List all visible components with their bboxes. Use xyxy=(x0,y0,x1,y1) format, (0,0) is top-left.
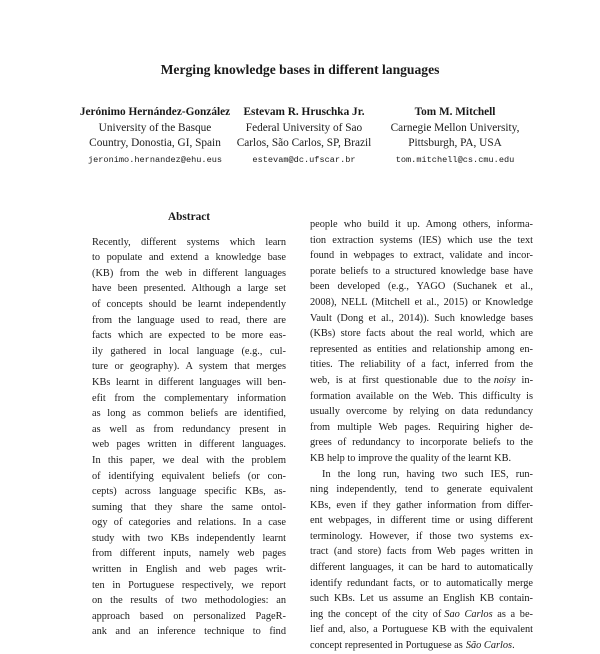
text-line-content: web pages written in different languages. xyxy=(92,439,286,451)
text-line xyxy=(310,498,533,514)
text-line-content: such KBs. Let us assume an English KB contain- xyxy=(310,593,533,605)
emphasis-city-pt: São Carlos xyxy=(465,640,513,652)
text-line xyxy=(92,609,286,625)
text-line-content: porate beliefs to a structured knowledge base have xyxy=(310,265,533,277)
text-line xyxy=(92,359,286,375)
paper-title: Merging knowledge bases in different languages xyxy=(160,62,440,77)
text-line xyxy=(310,389,533,405)
author-email[interactable]: estevam@dc.ufscar.br xyxy=(252,154,356,165)
author-name: Tom M. Mitchell xyxy=(414,106,496,118)
text-line-content: formation available on the Web. This difficulty is xyxy=(310,390,533,402)
text-line xyxy=(310,576,533,592)
author-block-1 xyxy=(60,105,250,169)
text-line xyxy=(310,233,533,249)
author-affiliation-line: Carlos, São Carlos, SP, Brazil xyxy=(236,137,372,149)
text-line xyxy=(310,529,533,545)
author-affiliation-line: Country, Donostia, GI, Spain xyxy=(89,137,221,149)
author-affiliation-line: University of the Basque xyxy=(98,121,212,134)
text-line-content: ning independently, tend to generate equivalent xyxy=(310,484,533,496)
abstract-heading: Abstract xyxy=(167,211,211,223)
text-line-content: different languages, it can be hard to automatically xyxy=(310,562,533,574)
text-line-content: KBs learnt in different languages will ben- xyxy=(92,376,286,388)
text-line-content: from the language used to read, there are xyxy=(92,314,286,326)
text-line-content: represented as entities and relationship among en- xyxy=(310,343,533,355)
text-line xyxy=(310,295,533,311)
text-line-content: tract (and store) facts from Web pages written in xyxy=(310,546,533,558)
intro-paragraph-1 xyxy=(310,217,533,467)
text-line xyxy=(310,607,533,623)
text-line-content: terminology. However, if those two systems ex- xyxy=(310,530,533,542)
text-line xyxy=(310,467,533,483)
text-line-content: to populate and extend a knowledge base xyxy=(92,252,286,264)
text-line-content: as long as common beliefs are identified, xyxy=(92,408,286,420)
introduction-column xyxy=(310,217,533,654)
text-line-content: from different inputs, namely web pages xyxy=(92,548,286,560)
text-line xyxy=(92,406,286,422)
text-line-content: found in webpages to extract, validate and incor- xyxy=(310,250,533,262)
text-line-content: facts which are expected to be more eas- xyxy=(92,330,286,342)
text-fragment: . xyxy=(512,640,515,652)
author-affiliation-line: Federal University of Sao xyxy=(245,121,363,134)
text-line-content: cepts) across language specific KBs, as- xyxy=(92,486,286,498)
intro-paragraph-2 xyxy=(310,467,533,654)
text-line-content: as well as from redundancy present in xyxy=(92,423,286,435)
text-line-content: KBs, even if they gather information from differ- xyxy=(310,499,533,511)
text-line xyxy=(310,622,533,638)
text-line-content: Recently, different systems which learn xyxy=(92,236,286,248)
text-line xyxy=(92,266,286,282)
text-line xyxy=(310,513,533,529)
text-line-content: ture or geography). A system that merges xyxy=(92,361,286,373)
text-line xyxy=(310,451,533,467)
text-line xyxy=(310,638,533,654)
text-line xyxy=(310,248,533,264)
text-line xyxy=(310,591,533,607)
text-line xyxy=(310,357,533,373)
text-line xyxy=(92,484,286,500)
text-line-content: suming that they share the same ontol- xyxy=(92,501,286,513)
text-line-content: of identifying equivalent beliefs (or con- xyxy=(92,470,286,482)
author-email[interactable]: jeronimo.hernandez@ehu.eus xyxy=(87,154,223,165)
text-line xyxy=(310,560,533,576)
text-line-content: from multiple Web pages. Requiring higher de- xyxy=(310,421,533,433)
author-name: Jerónimo Hernández-González xyxy=(79,106,231,118)
text-line-content: ogy of categories and relations. In a case xyxy=(92,517,286,529)
text-line-content: lief and, also, a Portuguese KB with the equivalent xyxy=(310,624,533,636)
text-line-content: study with two KBs independently learnt xyxy=(92,532,286,544)
text-line xyxy=(310,544,533,560)
text-line xyxy=(310,435,533,451)
text-line-content: people who build it up. Among others, informa- xyxy=(310,219,533,230)
text-fragment: in- xyxy=(515,374,534,386)
text-line-content: web, is at first questionable due to the xyxy=(310,374,491,386)
text-line xyxy=(92,235,286,251)
text-line xyxy=(92,453,286,469)
text-line xyxy=(92,375,286,391)
text-fragment: as a be- xyxy=(492,608,533,620)
text-line-content: tion extraction systems (IES) which use the text xyxy=(310,234,533,246)
text-line-content: ily gathered in local language (e.g., cul- xyxy=(92,345,286,357)
text-line xyxy=(310,326,533,342)
text-line-content: (KBs) store facts about the real world, which are xyxy=(310,328,533,340)
author-block-3 xyxy=(377,105,533,169)
text-line-content: ten in Portuguese respectively, we report xyxy=(92,579,286,591)
text-line xyxy=(92,422,286,438)
text-line xyxy=(92,328,286,344)
text-line xyxy=(92,546,286,562)
text-line-content: KB help to improve the quality of the learnt KB. xyxy=(310,452,512,464)
text-line xyxy=(310,420,533,436)
text-line-content: usually overcome by relying on data redundancy xyxy=(310,406,533,418)
emphasis-noisy: noisy xyxy=(493,374,516,386)
text-line xyxy=(310,264,533,280)
text-line-content: have been presented. Although a large set xyxy=(92,283,286,295)
author-email[interactable]: tom.mitchell@cs.cmu.edu xyxy=(395,154,515,165)
text-line xyxy=(92,624,286,640)
text-line-content: 2008), NELL (Mitchell et al., 2015) or Knowledge xyxy=(310,296,533,308)
text-line xyxy=(92,344,286,360)
author-block-2 xyxy=(224,105,384,169)
text-line xyxy=(92,515,286,531)
text-line xyxy=(310,404,533,420)
text-line xyxy=(92,469,286,485)
text-line-content: (KB) from the web in different languages xyxy=(92,267,286,279)
text-line xyxy=(92,562,286,578)
author-name: Estevam R. Hruschka Jr. xyxy=(243,106,365,118)
text-line xyxy=(310,217,533,233)
author-affiliation-line: Carnegie Mellon University, xyxy=(390,121,520,134)
text-line-content: In the long run, having two such IES, run- xyxy=(322,468,533,480)
text-line-content: ent webpages, in different time or using different xyxy=(310,515,533,527)
text-line xyxy=(92,313,286,329)
text-line xyxy=(92,437,286,453)
text-line-content: on the results of two methodologies: an xyxy=(92,595,286,607)
text-line-content: grees of redundancy to incorporate beliefs to the xyxy=(310,437,533,449)
text-line xyxy=(310,311,533,327)
text-line xyxy=(92,391,286,407)
text-line-content: tities. The reliability of a fact, inferred from the xyxy=(310,359,533,371)
text-line xyxy=(92,297,286,313)
text-line xyxy=(310,373,533,389)
abstract-column xyxy=(92,210,286,640)
abstract-body xyxy=(92,235,286,640)
text-line xyxy=(92,500,286,516)
text-line xyxy=(92,578,286,594)
text-line xyxy=(310,279,533,295)
text-line-content: efit from the complementary information xyxy=(92,392,286,404)
author-affiliation-line: Pittsburgh, PA, USA xyxy=(408,137,502,149)
text-line-content: written in English and web pages writ- xyxy=(92,564,286,576)
text-line-content: been developed (e.g., YAGO (Suchanek et al., xyxy=(310,281,533,293)
text-line-content: concept represented in Portuguese as xyxy=(310,640,463,652)
text-line-content: Vault (Dong et al., 2014)). Such knowledge bases xyxy=(310,312,533,324)
text-line-content: of concepts should be learnt independently xyxy=(92,298,286,310)
text-line xyxy=(92,250,286,266)
text-line-content: ank and an inference technique to find xyxy=(92,626,286,638)
text-line xyxy=(92,281,286,297)
text-line-content: identify redundant facts, or to automatically merge xyxy=(310,577,533,589)
text-line xyxy=(310,482,533,498)
text-line-content: approach based on personalized PageR- xyxy=(92,610,286,622)
text-line xyxy=(92,531,286,547)
text-line xyxy=(92,593,286,609)
text-line-content: In this paper, we deal with the problem xyxy=(92,454,286,466)
text-line-content: ing the concept of the city of xyxy=(310,608,442,620)
text-line xyxy=(310,342,533,358)
emphasis-city: Sao Carlos xyxy=(444,608,493,620)
